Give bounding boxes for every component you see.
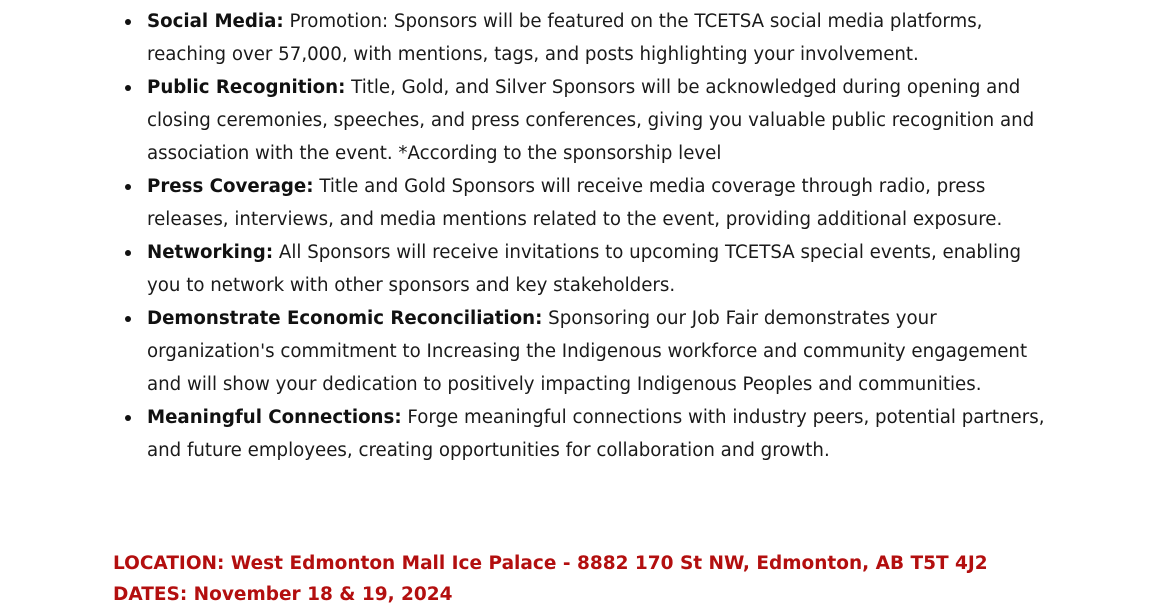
bullet-icon (125, 19, 131, 25)
benefit-title: Social Media: (147, 11, 284, 32)
event-location: LOCATION: West Edmonton Mall Ice Palace - 8882 170 St NW, Edmonton, AB T5T 4J2 (113, 553, 988, 574)
bullet-icon (125, 184, 131, 190)
benefit-description: Promotion: Sponsors will be featured on the TCETSA social media platforms, reaching over 57,000, with mentions, tags, and posts highlighting your involvement. (147, 11, 983, 65)
benefit-description: Forge meaningful connections with industry peers, potential partners, and future employees, creating opportunities for collaboration and growth. (147, 407, 1045, 461)
list-item-social-media (147, 5, 1057, 71)
benefit-title: Public Recognition: (147, 77, 346, 98)
bullet-icon (125, 415, 131, 421)
benefit-title: Press Coverage: (147, 176, 314, 197)
event-dates: DATES: November 18 & 19, 2024 (113, 584, 453, 605)
benefit-description: All Sponsors will receive invitations to upcoming TCETSA special events, enabling you to network with other sponsors and key stakeholders. (147, 242, 1022, 296)
list-item-meaningful-connections (147, 401, 1057, 467)
bullet-icon (125, 316, 131, 322)
benefit-description: Sponsoring our Job Fair demonstrates your organization's commitment to Increasing the Indigenous workforce and community engagement and will show your dedication to positively impacting Indigenous Peoples and communities. (147, 308, 1028, 395)
benefit-title: Meaningful Connections: (147, 407, 402, 428)
list-item-press-coverage (147, 170, 1057, 236)
event-info (113, 548, 1113, 610)
bullet-icon (125, 85, 131, 91)
sponsor-benefits-list (124, 5, 1057, 467)
list-item-public-recognition (147, 71, 1057, 170)
bullet-icon (125, 250, 131, 256)
benefit-title: Demonstrate Economic Reconciliation: (147, 308, 543, 329)
list-item-economic-reconciliation (147, 302, 1057, 401)
benefit-description: Title and Gold Sponsors will receive media coverage through radio, press releases, interviews, and media mentions related to the event, providing additional exposure. (147, 176, 1003, 230)
list-item-networking (147, 236, 1057, 302)
benefit-description: Title, Gold, and Silver Sponsors will be acknowledged during opening and closing ceremonies, speeches, and press conferences, giving you valuable public recognition and association with the event. *According to the sponsorship level (147, 77, 1035, 164)
benefit-title: Networking: (147, 242, 274, 263)
